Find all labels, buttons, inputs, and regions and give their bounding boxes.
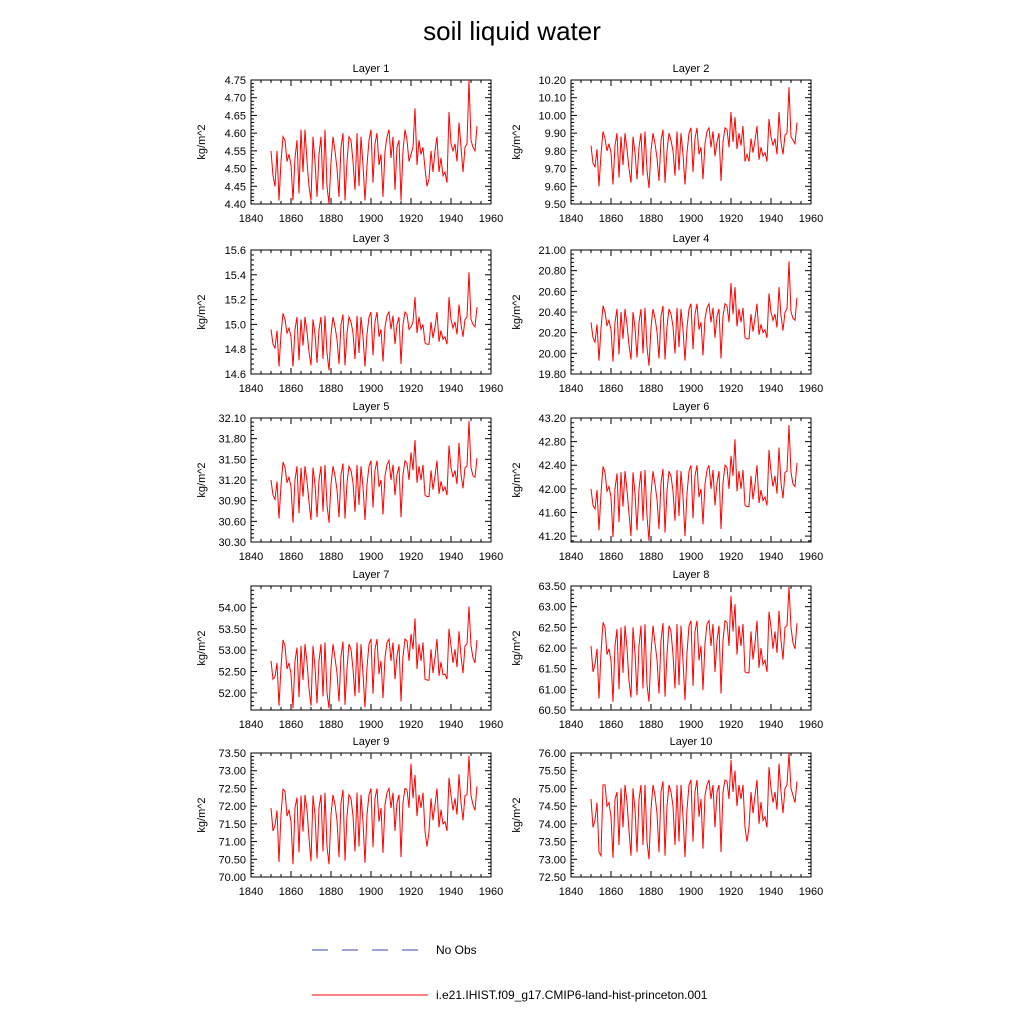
x-tick-label: 1880 [318, 886, 344, 898]
y-tick-label: 32.10 [218, 413, 246, 425]
y-tick-label: 41.20 [538, 531, 566, 544]
panel-title-layer-7: Layer 7 [352, 569, 390, 581]
x-tick-label: 1860 [598, 213, 624, 225]
series-line-layer-9 [271, 756, 477, 864]
y-tick-label: 70.00 [218, 872, 246, 884]
x-tick-label: 1840 [558, 551, 584, 563]
legend-obs-label: No Obs [436, 943, 477, 957]
series-line-layer-5 [271, 421, 477, 523]
y-tick-label: 31.80 [218, 433, 246, 446]
x-tick-label: 1920 [398, 383, 424, 395]
panel-title-layer-1: Layer 1 [352, 63, 390, 75]
y-tick-label: 9.80 [544, 145, 566, 158]
panel-layer-3 [196, 233, 503, 395]
panel-layer-2 [511, 63, 823, 225]
y-tick-label: 20.80 [538, 265, 566, 278]
x-tick-label: 1940 [758, 383, 784, 395]
x-tick-label: 1840 [558, 886, 584, 898]
y-axis-label: kg/m^2 [196, 462, 208, 498]
panel-title-layer-6: Layer 6 [672, 401, 710, 413]
x-tick-label: 1960 [798, 213, 824, 225]
x-tick-label: 1860 [278, 213, 304, 225]
y-tick-label: 4.70 [224, 92, 246, 105]
series-line-layer-1 [271, 80, 477, 204]
x-tick-label: 1940 [438, 213, 464, 225]
y-tick-label: 74.50 [538, 801, 566, 814]
x-tick-label: 1960 [478, 719, 504, 731]
x-tick-label: 1940 [438, 719, 464, 731]
x-tick-label: 1840 [238, 551, 264, 563]
y-tick-label: 73.50 [538, 836, 566, 849]
y-tick-label: 4.75 [224, 75, 246, 87]
y-tick-label: 72.50 [538, 872, 566, 884]
y-tick-label: 4.65 [224, 110, 246, 123]
x-tick-label: 1880 [638, 719, 664, 731]
y-tick-label: 75.00 [538, 783, 566, 796]
x-tick-label: 1880 [638, 213, 664, 225]
x-tick-label: 1840 [238, 886, 264, 898]
series-line-layer-8 [591, 587, 797, 702]
y-tick-label: 9.60 [544, 181, 566, 194]
plot-frame [571, 753, 811, 877]
x-tick-label: 1940 [758, 886, 784, 898]
y-tick-label: 30.60 [218, 516, 246, 529]
y-tick-label: 42.00 [538, 483, 566, 496]
y-tick-label: 62.00 [538, 643, 566, 655]
x-tick-label: 1920 [718, 719, 744, 731]
y-tick-label: 15.4 [224, 269, 246, 282]
x-tick-label: 1920 [718, 886, 744, 898]
y-axis-label: kg/m^2 [511, 797, 523, 833]
x-tick-label: 1960 [478, 551, 504, 563]
x-tick-label: 1900 [678, 886, 704, 898]
x-tick-label: 1920 [718, 551, 744, 563]
panel-layer-1 [196, 63, 503, 225]
x-tick-label: 1860 [278, 886, 304, 898]
panel-layer-4 [511, 233, 823, 395]
y-tick-label: 72.00 [218, 801, 246, 814]
y-tick-label: 73.00 [218, 765, 246, 778]
x-tick-label: 1960 [798, 383, 824, 395]
y-tick-label: 20.20 [538, 327, 566, 340]
panel-title-layer-10: Layer 10 [669, 736, 713, 748]
x-tick-label: 1840 [558, 213, 584, 225]
x-tick-label: 1900 [358, 213, 384, 225]
y-tick-label: 20.60 [538, 286, 566, 299]
y-tick-label: 63.50 [538, 581, 566, 593]
panels [196, 63, 823, 898]
x-tick-label: 1940 [758, 551, 784, 563]
y-axis-label: kg/m^2 [196, 124, 208, 160]
y-tick-label: 19.80 [538, 369, 566, 381]
x-tick-label: 1920 [398, 886, 424, 898]
y-tick-label: 41.60 [538, 507, 566, 520]
y-tick-label: 43.20 [538, 413, 566, 425]
x-tick-label: 1940 [438, 551, 464, 563]
x-tick-label: 1860 [598, 886, 624, 898]
x-tick-label: 1960 [798, 886, 824, 898]
x-tick-label: 1880 [638, 886, 664, 898]
y-tick-label: 9.50 [544, 199, 566, 211]
y-tick-label: 63.00 [538, 601, 566, 614]
y-tick-label: 30.30 [218, 537, 246, 549]
y-tick-label: 72.50 [218, 783, 246, 796]
panel-title-layer-5: Layer 5 [352, 401, 390, 413]
y-tick-label: 15.0 [224, 319, 246, 332]
x-tick-label: 1920 [718, 383, 744, 395]
y-tick-label: 15.6 [224, 245, 246, 257]
x-tick-label: 1940 [438, 383, 464, 395]
panel-title-layer-9: Layer 9 [352, 736, 390, 748]
x-tick-label: 1960 [798, 719, 824, 731]
y-tick-label: 70.50 [218, 854, 246, 867]
y-tick-label: 10.20 [538, 75, 566, 87]
y-tick-label: 9.90 [544, 128, 566, 141]
y-tick-label: 4.55 [224, 145, 246, 158]
x-tick-label: 1900 [678, 551, 704, 563]
x-tick-label: 1940 [758, 719, 784, 731]
x-tick-label: 1900 [358, 551, 384, 563]
y-tick-label: 10.10 [538, 92, 566, 105]
y-axis-label: kg/m^2 [511, 294, 523, 330]
y-tick-label: 4.40 [224, 199, 246, 211]
series-line-layer-2 [591, 87, 797, 188]
x-tick-label: 1860 [598, 383, 624, 395]
x-tick-label: 1880 [318, 383, 344, 395]
series-line-layer-6 [591, 425, 797, 541]
y-tick-label: 31.20 [218, 475, 246, 487]
y-tick-label: 14.6 [224, 369, 246, 381]
x-tick-label: 1860 [278, 719, 304, 731]
x-tick-label: 1920 [398, 551, 424, 563]
x-tick-label: 1880 [318, 551, 344, 563]
x-tick-label: 1940 [758, 213, 784, 225]
x-tick-label: 1960 [798, 551, 824, 563]
series-line-layer-4 [591, 261, 797, 365]
panel-title-layer-8: Layer 8 [672, 569, 710, 581]
x-tick-label: 1880 [638, 551, 664, 563]
series-line-layer-3 [271, 272, 477, 370]
series-line-layer-10 [591, 753, 797, 859]
x-tick-label: 1860 [278, 551, 304, 563]
x-tick-label: 1900 [358, 719, 384, 731]
y-tick-label: 42.80 [538, 436, 566, 449]
x-tick-label: 1840 [238, 383, 264, 395]
y-tick-label: 73.50 [218, 748, 246, 760]
x-tick-label: 1840 [238, 719, 264, 731]
y-axis-label: kg/m^2 [511, 124, 523, 160]
y-tick-label: 60.50 [538, 705, 566, 717]
x-tick-label: 1960 [478, 886, 504, 898]
x-tick-label: 1900 [678, 213, 704, 225]
legend [312, 943, 708, 1002]
y-tick-label: 62.50 [538, 622, 566, 635]
x-tick-label: 1840 [558, 383, 584, 395]
x-tick-label: 1880 [638, 383, 664, 395]
y-tick-label: 15.2 [224, 294, 246, 307]
x-tick-label: 1860 [598, 551, 624, 563]
panel-title-layer-3: Layer 3 [352, 233, 390, 245]
y-tick-label: 21.00 [538, 245, 566, 257]
y-tick-label: 4.45 [224, 181, 246, 194]
x-tick-label: 1860 [598, 719, 624, 731]
panel-layer-5 [196, 401, 503, 563]
y-tick-label: 42.40 [538, 460, 566, 473]
x-tick-label: 1920 [718, 213, 744, 225]
y-tick-label: 31.50 [218, 454, 246, 467]
x-tick-label: 1860 [278, 383, 304, 395]
panel-layer-7 [196, 569, 503, 731]
y-tick-label: 20.00 [538, 348, 566, 361]
y-tick-label: 9.70 [544, 163, 566, 176]
y-tick-label: 54.00 [218, 602, 246, 615]
x-tick-label: 1880 [318, 719, 344, 731]
y-tick-label: 20.40 [538, 307, 566, 319]
y-axis-label: kg/m^2 [196, 294, 208, 330]
x-tick-label: 1920 [398, 213, 424, 225]
y-tick-label: 53.50 [218, 623, 246, 636]
x-tick-label: 1960 [478, 383, 504, 395]
y-axis-label: kg/m^2 [511, 630, 523, 666]
y-tick-label: 30.90 [218, 495, 246, 508]
legend-model-label: i.e21.IHIST.f09_g17.CMIP6-land-hist-princeton.001 [436, 988, 708, 1002]
panel-layer-9 [196, 736, 503, 898]
y-tick-label: 53.00 [218, 645, 246, 658]
y-axis-label: kg/m^2 [511, 462, 523, 498]
y-tick-label: 71.00 [218, 836, 246, 849]
x-tick-label: 1900 [678, 719, 704, 731]
panel-layer-6 [511, 401, 823, 563]
main-title: soil liquid water [423, 16, 601, 46]
x-tick-label: 1900 [678, 383, 704, 395]
y-tick-label: 71.50 [218, 818, 246, 831]
y-tick-label: 73.00 [538, 854, 566, 867]
y-tick-label: 4.50 [224, 163, 246, 176]
panel-title-layer-2: Layer 2 [672, 63, 710, 75]
series-line-layer-7 [271, 607, 477, 709]
y-tick-label: 61.00 [538, 684, 566, 697]
y-tick-label: 10.00 [538, 110, 566, 123]
x-tick-label: 1920 [398, 719, 424, 731]
panel-layer-8 [511, 569, 823, 731]
x-tick-label: 1900 [358, 886, 384, 898]
x-tick-label: 1880 [318, 213, 344, 225]
y-tick-label: 74.00 [538, 818, 566, 831]
x-tick-label: 1900 [358, 383, 384, 395]
y-tick-label: 75.50 [538, 765, 566, 778]
panel-title-layer-4: Layer 4 [672, 233, 710, 245]
y-tick-label: 52.50 [218, 666, 246, 679]
y-tick-label: 76.00 [538, 748, 566, 760]
y-axis-label: kg/m^2 [196, 630, 208, 666]
x-tick-label: 1960 [478, 213, 504, 225]
panel-layer-10 [511, 736, 823, 898]
x-tick-label: 1840 [558, 719, 584, 731]
y-tick-label: 14.8 [224, 344, 246, 357]
y-axis-label: kg/m^2 [196, 797, 208, 833]
x-tick-label: 1940 [438, 886, 464, 898]
y-tick-label: 4.60 [224, 128, 246, 141]
x-tick-label: 1840 [238, 213, 264, 225]
y-tick-label: 61.50 [538, 663, 566, 676]
y-tick-label: 52.00 [218, 687, 246, 700]
